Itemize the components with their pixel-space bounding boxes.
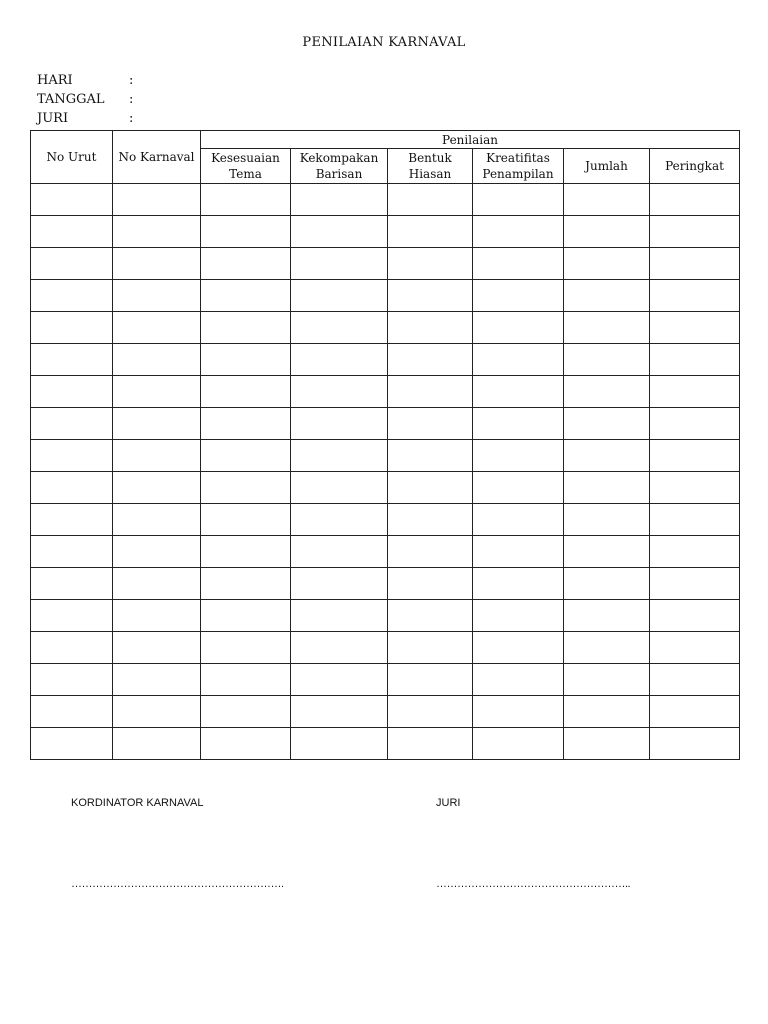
table-row: [31, 280, 740, 312]
table-cell[interactable]: [291, 600, 388, 632]
table-cell[interactable]: [473, 248, 564, 280]
table-cell[interactable]: [113, 600, 201, 632]
table-cell[interactable]: [473, 504, 564, 536]
table-cell[interactable]: [388, 216, 473, 248]
table-cell[interactable]: [201, 312, 291, 344]
table-cell[interactable]: [650, 728, 740, 760]
header-kreatifitas-penampilan: Kreatifitas Penampilan: [473, 149, 564, 184]
header-kekompakan-barisan: Kekompakan Barisan: [291, 149, 388, 184]
table-cell[interactable]: [650, 664, 740, 696]
table-cell[interactable]: [291, 696, 388, 728]
table-cell[interactable]: [291, 536, 388, 568]
table-cell[interactable]: [473, 696, 564, 728]
table-cell[interactable]: [650, 632, 740, 664]
table-cell[interactable]: [291, 408, 388, 440]
table-cell[interactable]: [113, 472, 201, 504]
table-cell[interactable]: [388, 440, 473, 472]
table-cell[interactable]: [564, 408, 650, 440]
table-cell[interactable]: [31, 280, 113, 312]
header-no-urut: No Urut: [31, 131, 113, 184]
juri-label: JURI: [436, 797, 461, 809]
table-cell[interactable]: [201, 632, 291, 664]
table-row: [31, 472, 740, 504]
table-cell[interactable]: [291, 568, 388, 600]
table-cell[interactable]: [564, 696, 650, 728]
table-cell[interactable]: [473, 184, 564, 216]
table-cell[interactable]: [564, 248, 650, 280]
table-cell[interactable]: [564, 632, 650, 664]
table-cell[interactable]: [650, 408, 740, 440]
table-cell[interactable]: [388, 600, 473, 632]
table-cell[interactable]: [564, 344, 650, 376]
juri-signature-line: ………………………………………………..: [436, 878, 631, 890]
table-cell[interactable]: [564, 312, 650, 344]
table-cell[interactable]: [388, 248, 473, 280]
table-cell[interactable]: [201, 184, 291, 216]
table-cell[interactable]: [201, 344, 291, 376]
header-no-karnaval: No Karnaval: [113, 131, 201, 184]
table-cell[interactable]: [473, 440, 564, 472]
table-cell[interactable]: [201, 376, 291, 408]
table-row: [31, 184, 740, 216]
table-cell[interactable]: [388, 504, 473, 536]
table-row: [31, 728, 740, 760]
table-cell[interactable]: [388, 472, 473, 504]
table-cell[interactable]: [31, 216, 113, 248]
table-row: [31, 568, 740, 600]
table-row: [31, 440, 740, 472]
table-cell[interactable]: [564, 184, 650, 216]
table-cell[interactable]: [113, 504, 201, 536]
table-row: [31, 632, 740, 664]
header-bentuk-hiasan: Bentuk Hiasan: [388, 149, 473, 184]
table-row: [31, 504, 740, 536]
meta-juri: [37, 111, 133, 126]
table-cell[interactable]: [291, 376, 388, 408]
table-cell[interactable]: [564, 376, 650, 408]
table-cell[interactable]: [201, 472, 291, 504]
table-cell[interactable]: [201, 248, 291, 280]
table-cell[interactable]: [31, 472, 113, 504]
table-cell[interactable]: [31, 440, 113, 472]
table-cell[interactable]: [113, 536, 201, 568]
table-cell[interactable]: [291, 280, 388, 312]
table-cell[interactable]: [113, 664, 201, 696]
table-cell[interactable]: [291, 312, 388, 344]
table-cell[interactable]: [650, 280, 740, 312]
table-cell[interactable]: [650, 696, 740, 728]
table-cell[interactable]: [564, 472, 650, 504]
table-cell[interactable]: [388, 184, 473, 216]
table-cell[interactable]: [564, 664, 650, 696]
table-cell[interactable]: [650, 376, 740, 408]
table-cell[interactable]: [113, 376, 201, 408]
table-cell[interactable]: [473, 344, 564, 376]
table-row: [31, 376, 740, 408]
table-cell[interactable]: [31, 376, 113, 408]
table-cell[interactable]: [564, 536, 650, 568]
header-kesesuaian-tema: Kesesuaian Tema: [201, 149, 291, 184]
table-cell[interactable]: [473, 728, 564, 760]
table-cell[interactable]: [31, 696, 113, 728]
table-cell[interactable]: [31, 344, 113, 376]
table-cell[interactable]: [201, 408, 291, 440]
meta-hari: [37, 73, 133, 88]
table-cell[interactable]: [201, 664, 291, 696]
meta-tanggal: [37, 92, 133, 107]
table-cell[interactable]: [31, 632, 113, 664]
table-cell[interactable]: [473, 408, 564, 440]
table-cell[interactable]: [473, 664, 564, 696]
table-cell[interactable]: [388, 344, 473, 376]
table-cell[interactable]: [291, 632, 388, 664]
table-cell[interactable]: [113, 408, 201, 440]
table-cell[interactable]: [291, 472, 388, 504]
table-cell[interactable]: [31, 248, 113, 280]
table-cell[interactable]: [291, 216, 388, 248]
table-cell[interactable]: [473, 216, 564, 248]
table-row: [31, 664, 740, 696]
meta-hari-colon: :: [129, 73, 134, 88]
table-cell[interactable]: [650, 472, 740, 504]
table-cell[interactable]: [564, 280, 650, 312]
table-cell[interactable]: [113, 280, 201, 312]
table-cell[interactable]: [564, 728, 650, 760]
table-cell[interactable]: [201, 600, 291, 632]
table-cell[interactable]: [650, 312, 740, 344]
table-cell[interactable]: [113, 216, 201, 248]
table-cell[interactable]: [31, 408, 113, 440]
table-cell[interactable]: [291, 664, 388, 696]
table-cell[interactable]: [113, 248, 201, 280]
table-cell[interactable]: [388, 728, 473, 760]
table-row: [31, 408, 740, 440]
table-cell[interactable]: [473, 568, 564, 600]
table-cell[interactable]: [113, 344, 201, 376]
table-cell[interactable]: [388, 568, 473, 600]
table-cell[interactable]: [388, 664, 473, 696]
table-cell[interactable]: [650, 216, 740, 248]
table-cell[interactable]: [31, 728, 113, 760]
table-row: [31, 248, 740, 280]
table-cell[interactable]: [473, 536, 564, 568]
score-table: [30, 130, 740, 760]
table-cell[interactable]: [564, 568, 650, 600]
table-cell[interactable]: [564, 216, 650, 248]
table-cell[interactable]: [291, 440, 388, 472]
table-cell[interactable]: [291, 184, 388, 216]
table-cell[interactable]: [291, 344, 388, 376]
table-cell[interactable]: [201, 216, 291, 248]
table-cell[interactable]: [388, 376, 473, 408]
table-cell[interactable]: [291, 504, 388, 536]
meta-tanggal-label: TANGGAL: [37, 92, 105, 107]
table-cell[interactable]: [201, 536, 291, 568]
table-cell[interactable]: [650, 248, 740, 280]
table-cell[interactable]: [113, 728, 201, 760]
table-cell[interactable]: [650, 440, 740, 472]
table-cell[interactable]: [650, 600, 740, 632]
table-cell[interactable]: [113, 696, 201, 728]
table-row: [31, 536, 740, 568]
table-cell[interactable]: [473, 472, 564, 504]
table-cell[interactable]: [201, 504, 291, 536]
table-cell[interactable]: [473, 376, 564, 408]
table-cell[interactable]: [291, 728, 388, 760]
meta-juri-colon: :: [129, 111, 134, 126]
table-row: [31, 216, 740, 248]
table-cell[interactable]: [473, 280, 564, 312]
kordinator-signature-line: …………………………………………………….: [71, 878, 284, 890]
meta-hari-label: HARI: [37, 73, 73, 88]
table-cell[interactable]: [113, 312, 201, 344]
table-row: [31, 600, 740, 632]
table-cell[interactable]: [650, 344, 740, 376]
table-cell[interactable]: [31, 600, 113, 632]
table-cell[interactable]: [650, 568, 740, 600]
table-cell[interactable]: [388, 408, 473, 440]
table-cell[interactable]: [113, 440, 201, 472]
table-cell[interactable]: [388, 536, 473, 568]
table-row: [31, 696, 740, 728]
table-body: [31, 184, 740, 760]
table-cell[interactable]: [201, 440, 291, 472]
table-cell[interactable]: [564, 504, 650, 536]
page-title: PENILAIAN KARNAVAL: [302, 35, 466, 50]
table-cell[interactable]: [291, 248, 388, 280]
table-cell[interactable]: [201, 696, 291, 728]
table-cell[interactable]: [31, 664, 113, 696]
table-cell[interactable]: [650, 184, 740, 216]
table-cell[interactable]: [113, 184, 201, 216]
table-cell[interactable]: [31, 312, 113, 344]
table-cell[interactable]: [473, 632, 564, 664]
table-cell[interactable]: [388, 632, 473, 664]
table-cell[interactable]: [31, 536, 113, 568]
table-cell[interactable]: [473, 312, 564, 344]
header-peringkat: Peringkat: [650, 149, 740, 184]
table-cell[interactable]: [31, 568, 113, 600]
table-cell[interactable]: [564, 440, 650, 472]
table-cell[interactable]: [388, 312, 473, 344]
table-cell[interactable]: [201, 280, 291, 312]
table-cell[interactable]: [201, 568, 291, 600]
header-jumlah: Jumlah: [564, 149, 650, 184]
table-cell[interactable]: [388, 696, 473, 728]
table-cell[interactable]: [388, 280, 473, 312]
table-cell[interactable]: [113, 568, 201, 600]
header-penilaian: Penilaian: [201, 131, 740, 149]
table-cell[interactable]: [564, 600, 650, 632]
table-cell[interactable]: [473, 600, 564, 632]
table-cell[interactable]: [31, 184, 113, 216]
table-cell[interactable]: [113, 632, 201, 664]
kordinator-label: KORDINATOR KARNAVAL: [71, 797, 204, 809]
table-cell[interactable]: [650, 536, 740, 568]
table-cell[interactable]: [650, 504, 740, 536]
meta-tanggal-colon: :: [129, 92, 134, 107]
table-cell[interactable]: [201, 728, 291, 760]
table-cell[interactable]: [31, 504, 113, 536]
meta-juri-label: JURI: [37, 111, 69, 126]
table-row: [31, 344, 740, 376]
table-row: [31, 312, 740, 344]
